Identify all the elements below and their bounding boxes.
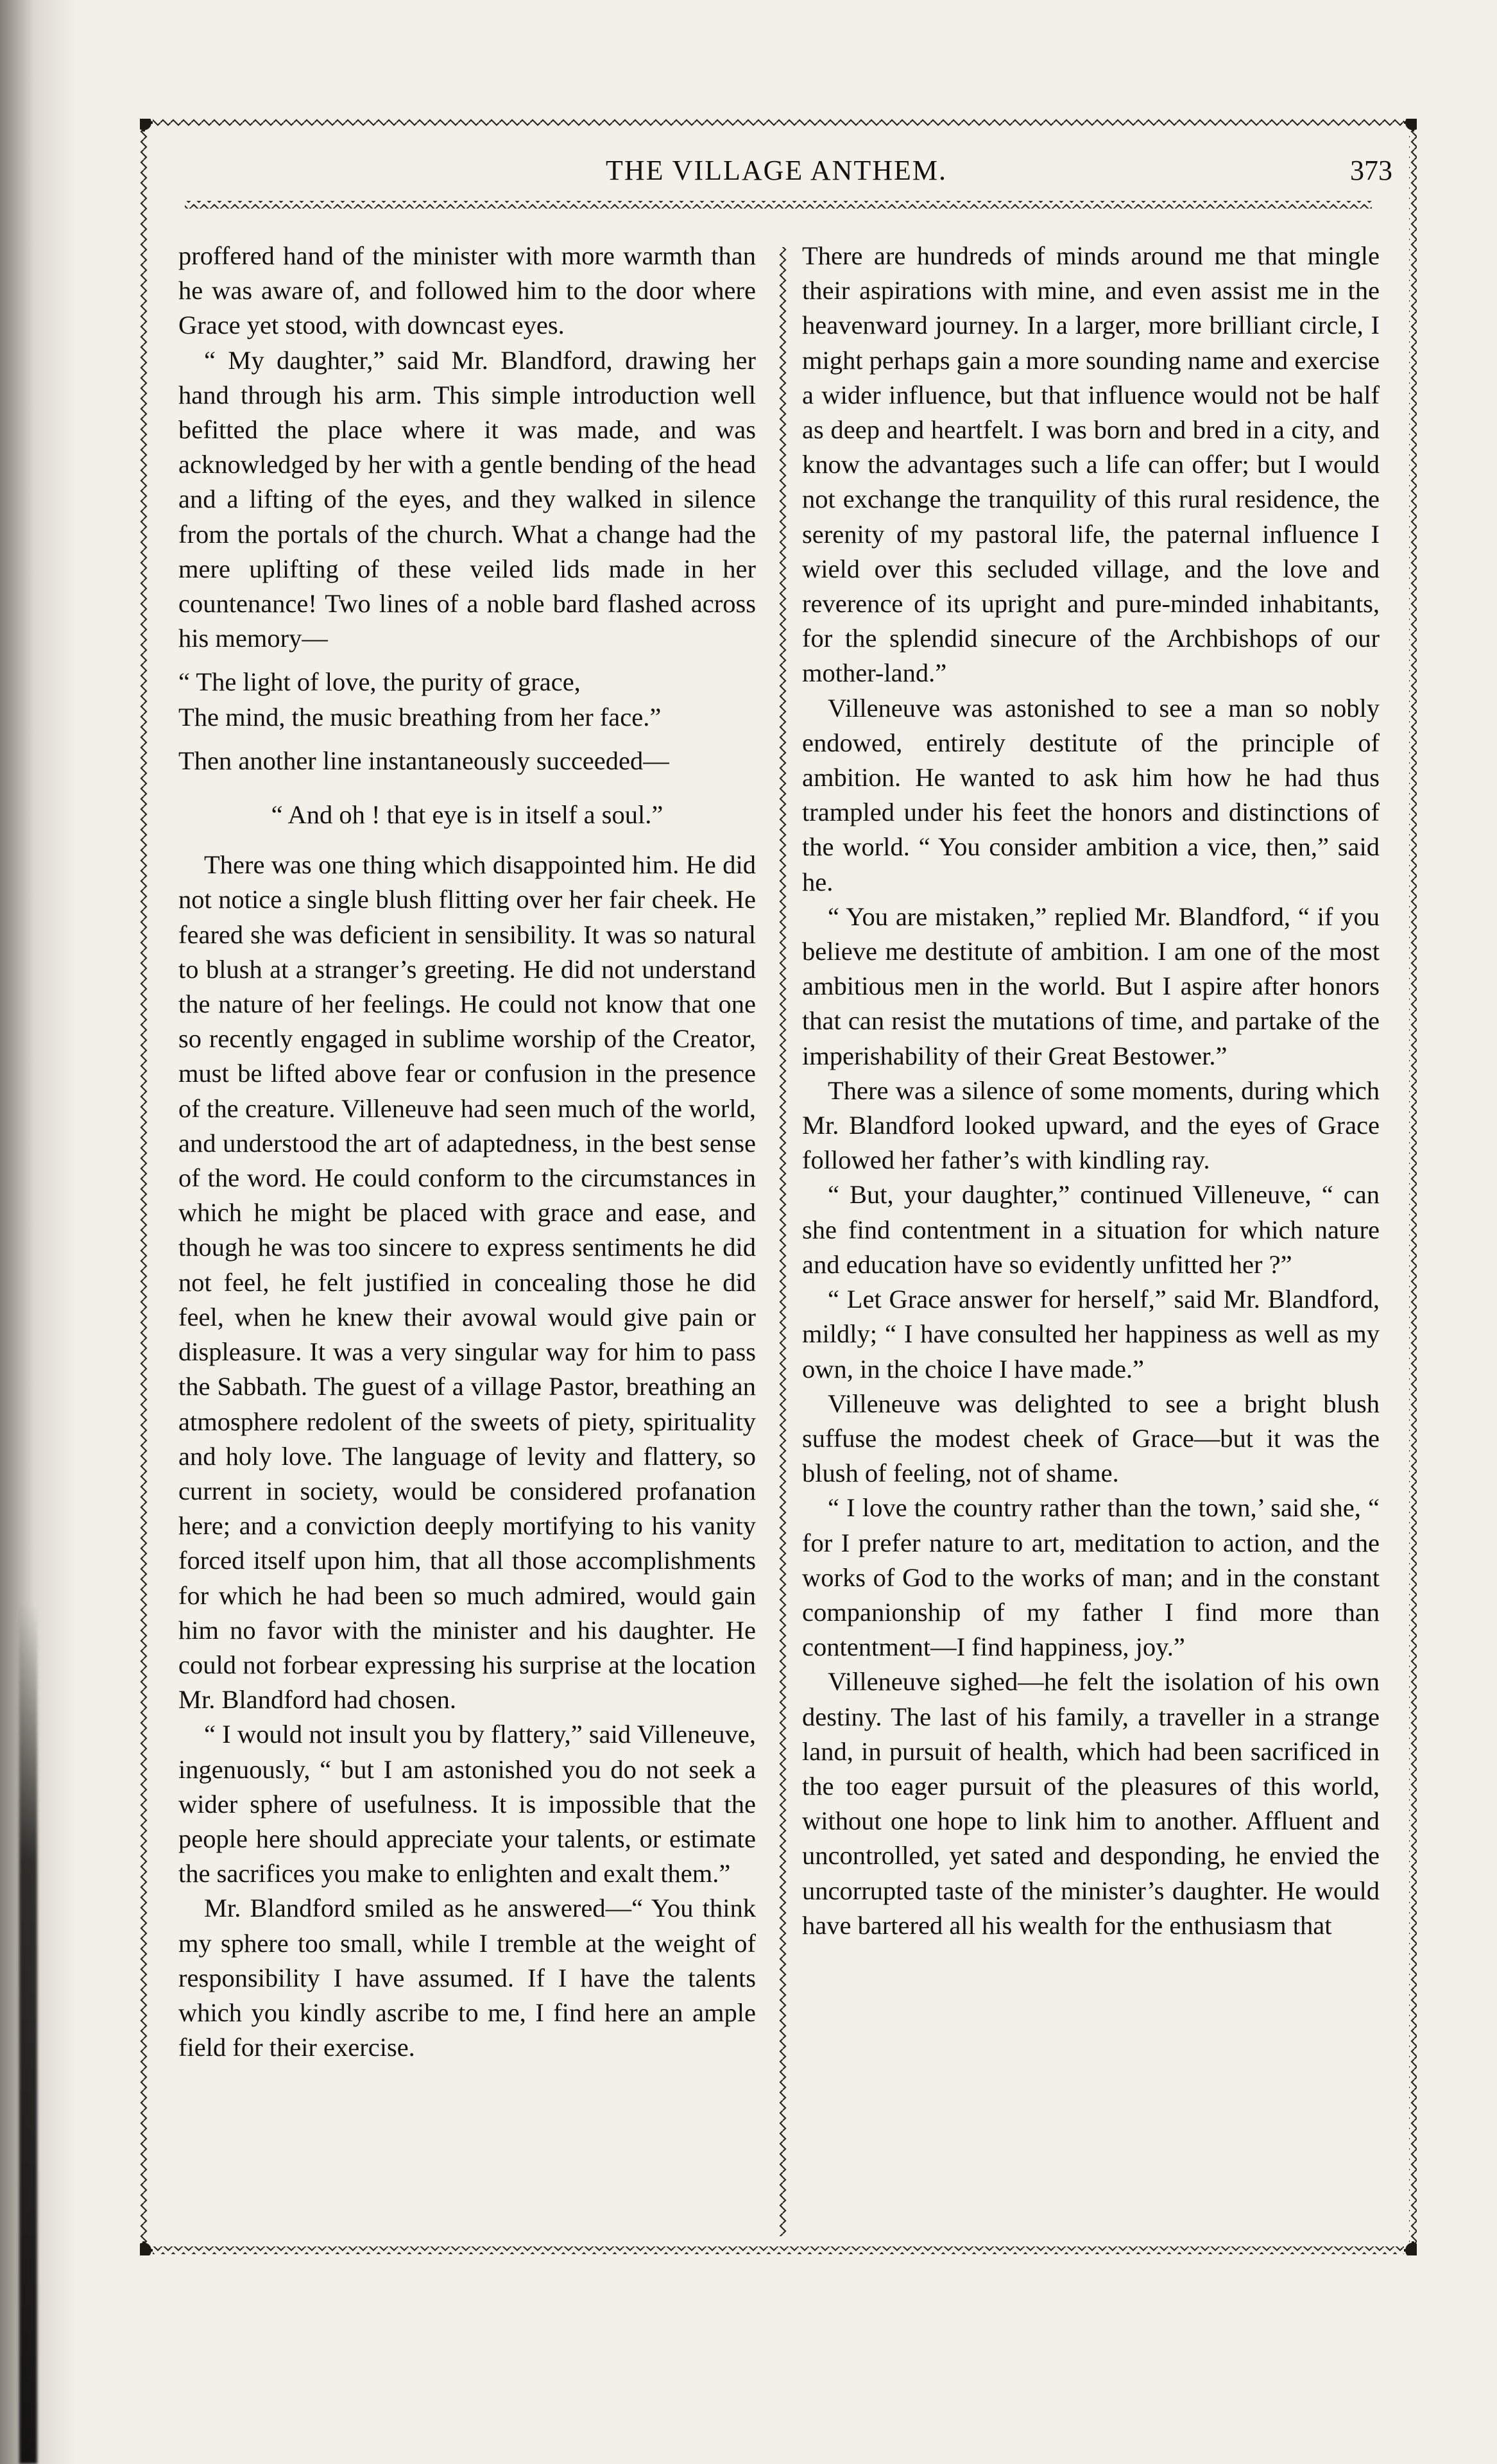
paragraph: There was a silence of some moments, during which Mr. Blandford looked upward, and the eyes of Grace followed her father’s with kindling ray. [802,1075,1380,1175]
verse-line: “ And oh ! that eye is in itself a soul.” [271,800,663,830]
running-header-title: THE VILLAGE ANTHEM. [605,155,948,186]
paragraph: “ You are mistaken,” replied Mr. Blandford, “ if you believe me destitute of ambition. I am one of the most ambitious men in the world. But I aspire after honors that can resist the mutations of time, and partake of the imperishability of their Great Bestower.” [802,902,1380,1070]
paragraph: “ Let Grace answer for herself,” said Mr. Blandford, mildly; “ I have consulted her happiness as well as my own, in the choice I have made.” [802,1285,1380,1383]
paragraph: “ I love the country rather than the town,’ said she, “ for I prefer nature to art, meditation to action, and the works of God to the works of man; and in the constant companionship of my father I find more than contentment—I find happiness, joy.” [802,1493,1380,1662]
paragraph: Villeneuve sighed—he felt the isolation of his own destiny. The last of his family, a traveller in a strange land, in pursuit of health, which had been sacrificed in the too eager pursuit of the pleasures of this world, without one hope to link him to another. Affluent and uncontrolled, yet sated and desponding, he envied the uncorrupted taste of the minister’s daughter. He would have bartered all his wealth for the enthusiasm that [802,1667,1380,1940]
paragraph: Then another line instantaneously succeeded— [178,746,669,775]
paragraph: There are hundreds of minds around me that mingle their aspirations with mine, and even assist me in the heavenward journey. In a larger, more brilliant circle, I might perhaps gain a more sounding name and exercise a wider influence, but that influence would not be half as deep and heartfelt. I was born and bred in a city, and know the advantages such a life can offer; but I would not exchange the tranquility of this rural residence, the serenity of my pastoral life, the paternal influence I wield over this secluded village, and the love and reverence of its upright and pure-minded inhabitants, for the splendid sinecure of the Archbishops of our mother-land.” [802,241,1380,688]
paragraph: “ My daughter,” said Mr. Blandford, drawing her hand through his arm. This simple introduction well befitted the place where it was made, and was acknowledged by her with a gentle bending of the head and a lifting of the eyes, and they walked in silence from the portals of the church. What a change had the mere uplifting of these veiled lids made in her countenance! Two lines of a noble bard flashed across his memory— [178,345,756,653]
page-number: 373 [1350,155,1392,186]
paragraph: Mr. Blandford smiled as he answered—“ You think my sphere too small, while I tremble at the weight of responsibility I have assumed. If I have the talents which you kindly ascribe to me, I find here an ample field for their exercise. [178,1894,756,2062]
binding-shadow [0,0,77,2464]
verse-line: The mind, the music breathing from her face.” [178,702,662,732]
left-column [178,239,756,2065]
binding-edge [19,1604,37,2464]
paragraph: Villeneuve was delighted to see a bright blush suffuse the modest cheek of Grace—but it was the blush of feeling, not of shame. [802,1389,1380,1488]
paragraph: proffered hand of the minister with more warmth than he was aware of, and followed him to the door where Grace yet stood, with downcast eyes. [178,241,756,340]
paragraph: “ I would not insult you by flattery,” said Villeneuve, ingenuously, “ but I am astonished you do not seek a wider sphere of usefulness. It is impossible that the people here should appreciate your talents, or estimate the sacrifices you make to enlighten and exalt them.” [178,1720,756,1888]
paragraph: “ But, your daughter,” continued Villeneuve, “ can she find contentment in a situation for which nature and education have so evidently unfitted her ?” [802,1180,1380,1279]
paragraph: Villeneuve was astonished to see a man so nobly endowed, entirely destitute of the principle of ambition. He wanted to ask him how he had thus trampled under his feet the honors and distinctions of the world. “ You consider ambition a vice, then,” said he. [802,693,1380,896]
paragraph: There was one thing which disappointed him. He did not notice a single blush flitting over her fair cheek. He feared she was deficient in sensibility. It was so natural to blush at a stranger’s greeting. He did not understand the nature of her feelings. He could not know that one so recently engaged in sublime worship of the Creator, must be lifted above fear or confusion in the presence of the creature. Villeneuve had seen much of the world, and understood the art of adaptedness, in the best sense of the word. He could conform to the circumstances in which he might be placed with grace and ease, and though he was too sincere to express sentiments he did not feel, he felt justified in concealing those he did feel, when he knew their avowal would give pain or displeasure. It was a very singular way for him to pass the Sabbath. The guest of a village Pastor, breathing an atmosphere redolent of the sweets of piety, spirituality and holy love. The language of levity and flattery, so current in society, would be considered profanation here; and a conviction deeply mortifying to his vanity forced itself upon him, that all those accomplishments for which he had been so much admired, would gain him no favor with the minister and his daughter. He could not forbear expressing his surprise at the location Mr. Blandford had chosen. [178,850,756,1715]
verse-line: “ The light of love, the purity of grace, [178,667,581,697]
right-column [802,239,1380,1943]
